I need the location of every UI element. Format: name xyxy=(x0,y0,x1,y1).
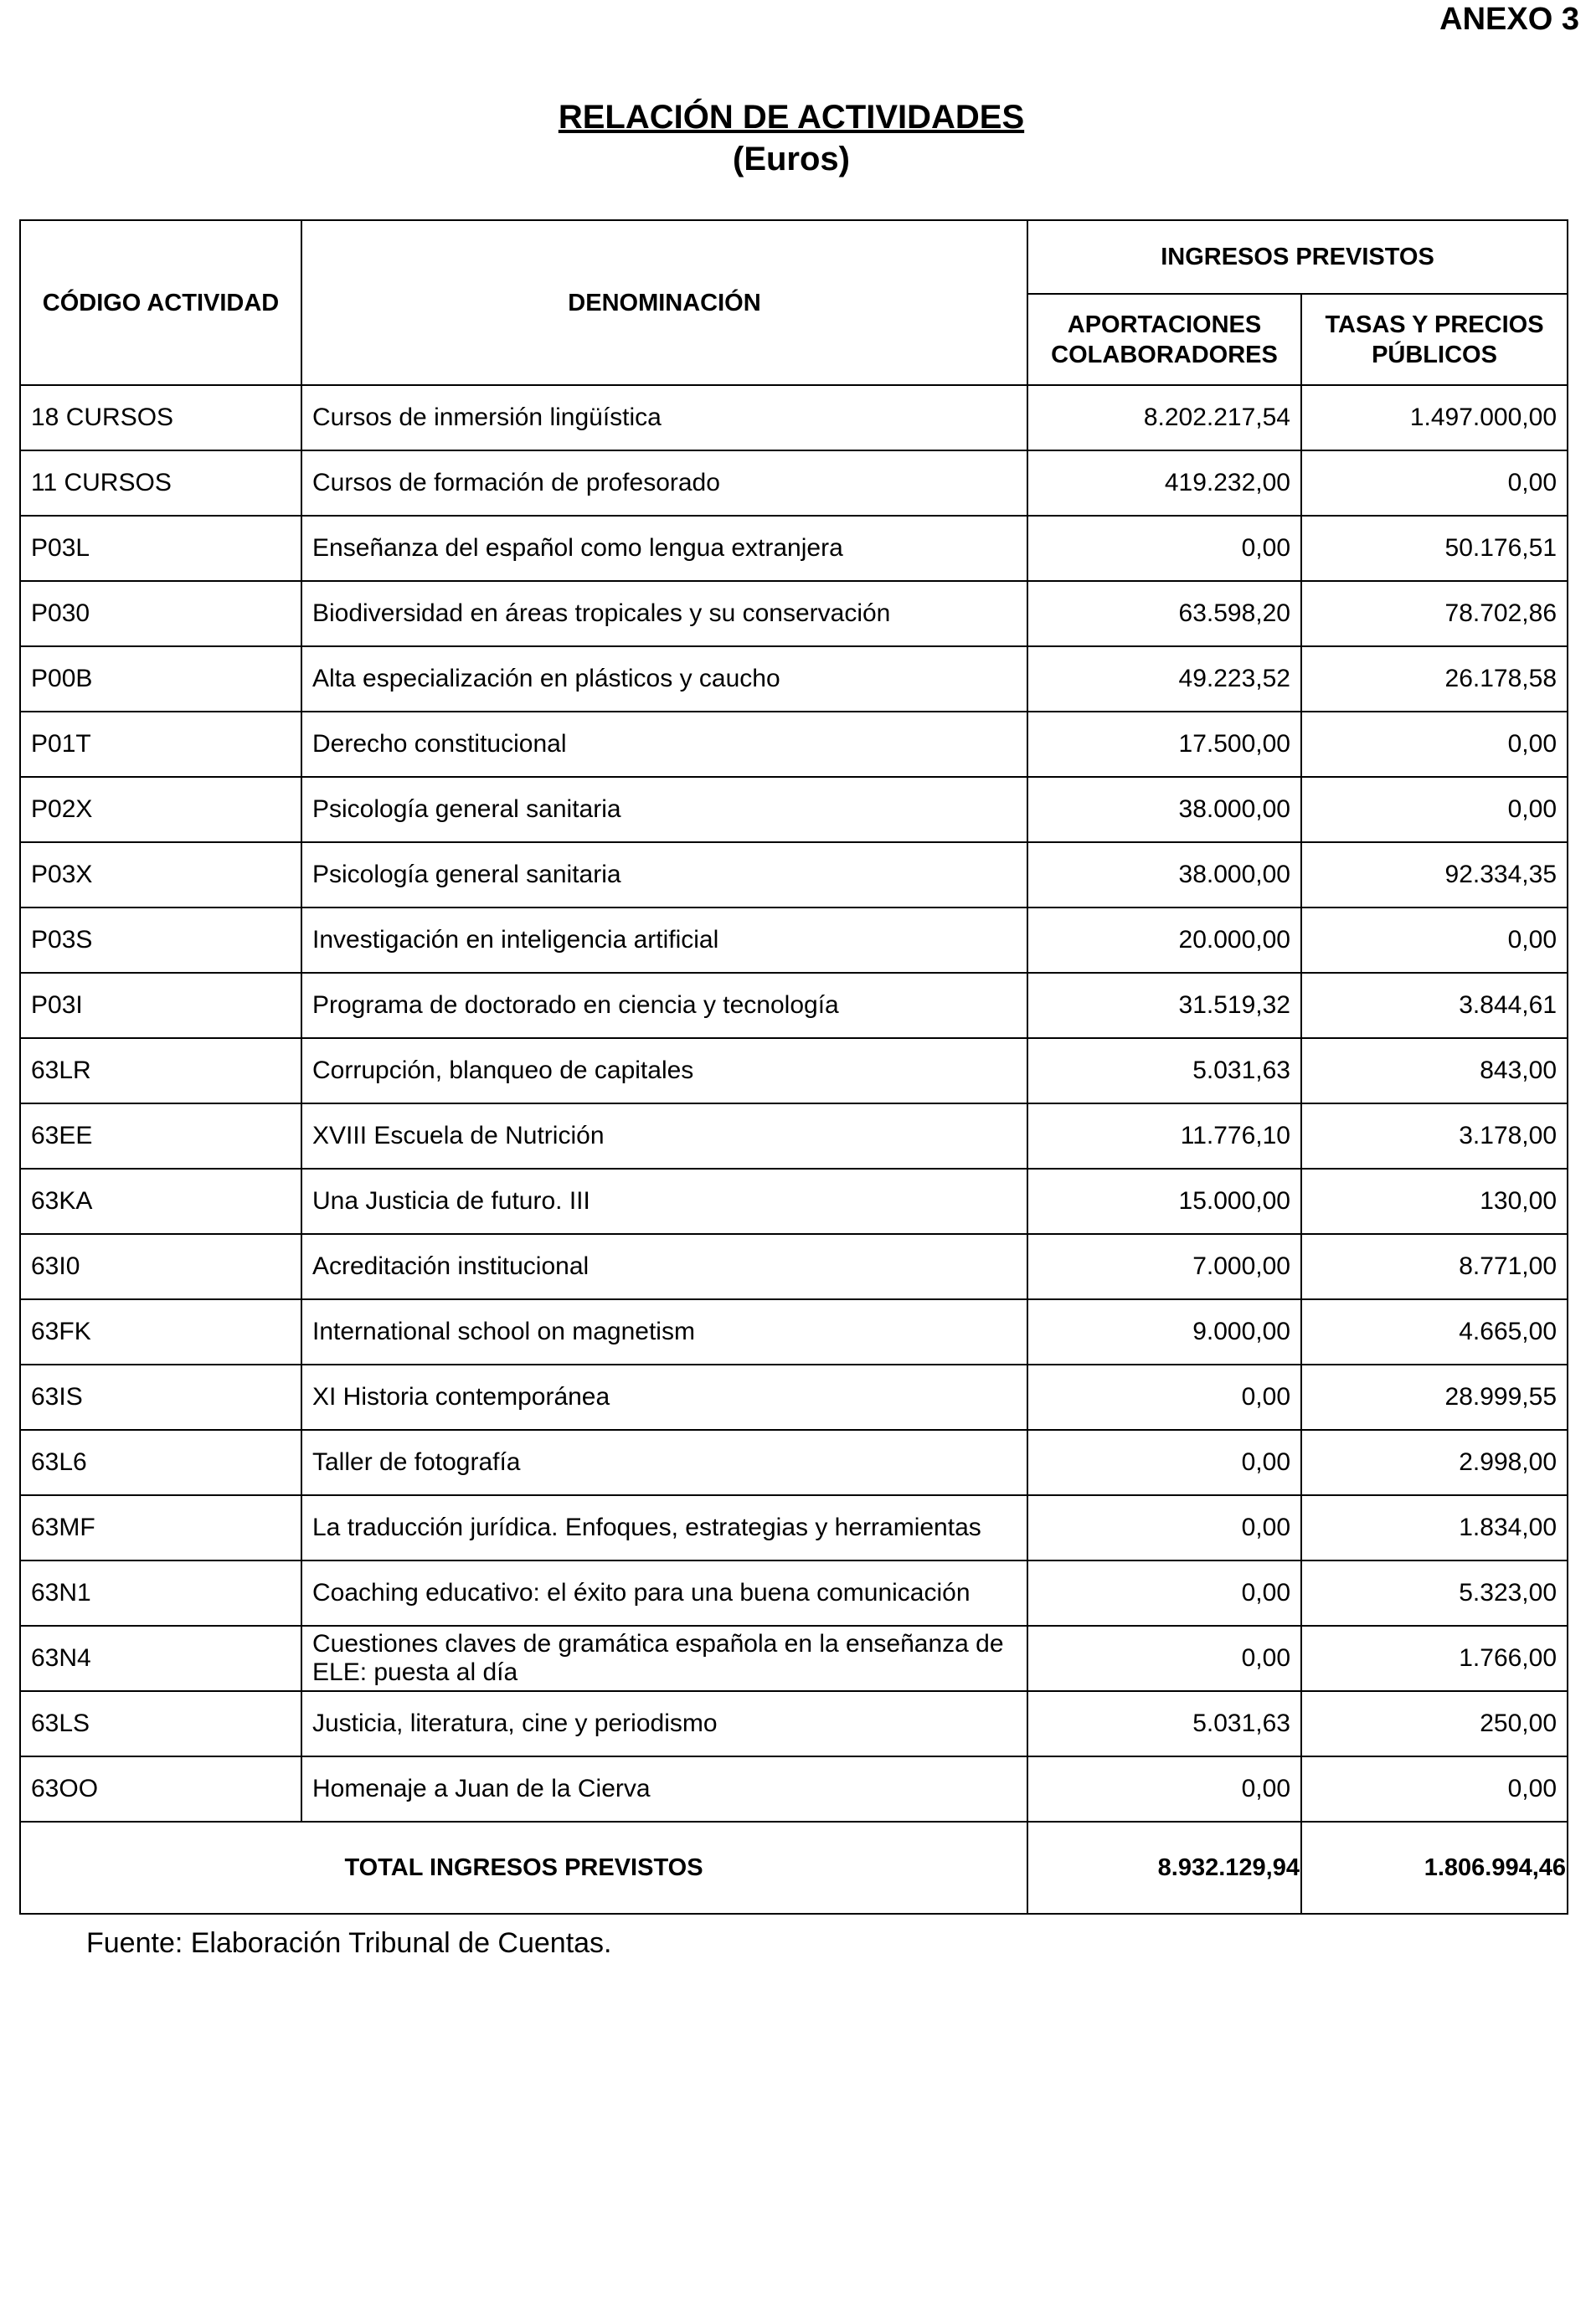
activity-code: 63LR xyxy=(20,1038,301,1103)
total-contributions: 8.932.129,94 xyxy=(1027,1822,1301,1914)
fees-value: 26.178,58 xyxy=(1301,646,1568,712)
activity-code: P03L xyxy=(20,516,301,581)
table-row xyxy=(20,385,1568,450)
activity-code: 63IS xyxy=(20,1365,301,1430)
activity-code: P02X xyxy=(20,777,301,842)
fees-value: 2.998,00 xyxy=(1301,1430,1568,1495)
activity-code: 63N1 xyxy=(20,1560,301,1626)
contributions-value: 11.776,10 xyxy=(1027,1103,1301,1169)
activity-name: Corrupción, blanqueo de capitales xyxy=(301,1038,1027,1103)
activity-code: 63I0 xyxy=(20,1234,301,1299)
activity-name: Psicología general sanitaria xyxy=(301,842,1027,907)
activity-name: Psicología general sanitaria xyxy=(301,777,1027,842)
table-row xyxy=(20,1430,1568,1495)
header-contributions xyxy=(1027,294,1301,385)
activity-code: P03X xyxy=(20,842,301,907)
fees-value: 50.176,51 xyxy=(1301,516,1568,581)
fees-value: 0,00 xyxy=(1301,1756,1568,1822)
activity-code: P01T xyxy=(20,712,301,777)
header-fees-line2: PÚBLICOS xyxy=(1372,341,1497,368)
table-row xyxy=(20,973,1568,1038)
header-income-group: INGRESOS PREVISTOS xyxy=(1027,220,1568,294)
table-body xyxy=(20,385,1568,1822)
fees-value: 78.702,86 xyxy=(1301,581,1568,646)
contributions-value: 0,00 xyxy=(1027,1430,1301,1495)
contributions-value: 419.232,00 xyxy=(1027,450,1301,516)
contributions-value: 17.500,00 xyxy=(1027,712,1301,777)
table-row xyxy=(20,1365,1568,1430)
contributions-value: 63.598,20 xyxy=(1027,581,1301,646)
fees-value: 92.334,35 xyxy=(1301,842,1568,907)
activity-code: 63LS xyxy=(20,1691,301,1756)
table-row xyxy=(20,1103,1568,1169)
table-row xyxy=(20,581,1568,646)
activity-code: P03S xyxy=(20,907,301,973)
fees-value: 1.834,00 xyxy=(1301,1495,1568,1560)
contributions-value: 38.000,00 xyxy=(1027,777,1301,842)
contributions-value: 5.031,63 xyxy=(1027,1691,1301,1756)
page-title: RELACIÓN DE ACTIVIDADES xyxy=(558,99,1025,136)
fees-value: 0,00 xyxy=(1301,777,1568,842)
contributions-value: 0,00 xyxy=(1027,1495,1301,1560)
fees-value: 250,00 xyxy=(1301,1691,1568,1756)
activity-code: 63MF xyxy=(20,1495,301,1560)
table-row xyxy=(20,1495,1568,1560)
contributions-value: 31.519,32 xyxy=(1027,973,1301,1038)
activity-name: Cursos de formación de profesorado xyxy=(301,450,1027,516)
contributions-value: 5.031,63 xyxy=(1027,1038,1301,1103)
activity-code: 63N4 xyxy=(20,1626,301,1691)
activity-code: 11 CURSOS xyxy=(20,450,301,516)
table-row xyxy=(20,1169,1568,1234)
activity-name: Coaching educativo: el éxito para una buena comunicación xyxy=(301,1560,1027,1626)
header-contributions-line1: APORTACIONES xyxy=(1067,311,1262,338)
total-row xyxy=(20,1822,1568,1914)
contributions-value: 0,00 xyxy=(1027,1560,1301,1626)
page-subtitle: (Euros) xyxy=(733,141,850,177)
table-row xyxy=(20,450,1568,516)
activity-name: Cuestiones claves de gramática española en la enseñanza de ELE: puesta al día xyxy=(301,1626,1027,1691)
activity-name: Una Justicia de futuro. III xyxy=(301,1169,1027,1234)
activity-code: 63OO xyxy=(20,1756,301,1822)
activity-code: P03I xyxy=(20,973,301,1038)
activity-name: XI Historia contemporánea xyxy=(301,1365,1027,1430)
activity-name: La traducción jurídica. Enfoques, estrategias y herramientas xyxy=(301,1495,1027,1560)
fees-value: 28.999,55 xyxy=(1301,1365,1568,1430)
total-fees: 1.806.994,46 xyxy=(1301,1822,1568,1914)
activity-code: P00B xyxy=(20,646,301,712)
fees-value: 1.766,00 xyxy=(1301,1626,1568,1691)
table-row xyxy=(20,1234,1568,1299)
total-label: TOTAL INGRESOS PREVISTOS xyxy=(20,1822,1027,1914)
fees-value: 3.844,61 xyxy=(1301,973,1568,1038)
table-row xyxy=(20,1038,1568,1103)
activity-name: Homenaje a Juan de la Cierva xyxy=(301,1756,1027,1822)
activity-name: Programa de doctorado en ciencia y tecnología xyxy=(301,973,1027,1038)
fees-value: 3.178,00 xyxy=(1301,1103,1568,1169)
source-note: Fuente: Elaboración Tribunal de Cuentas. xyxy=(86,1927,612,1959)
contributions-value: 49.223,52 xyxy=(1027,646,1301,712)
fees-value: 1.497.000,00 xyxy=(1301,385,1568,450)
header-contributions-line2: COLABORADORES xyxy=(1051,341,1278,368)
annex-label: ANEXO 3 xyxy=(1439,2,1579,37)
activity-name: Enseñanza del español como lengua extranjera xyxy=(301,516,1027,581)
activities-table xyxy=(19,219,1568,1915)
activity-code: 63KA xyxy=(20,1169,301,1234)
table-row xyxy=(20,1560,1568,1626)
contributions-value: 38.000,00 xyxy=(1027,842,1301,907)
activity-name: Acreditación institucional xyxy=(301,1234,1027,1299)
fees-value: 0,00 xyxy=(1301,450,1568,516)
table-row xyxy=(20,1691,1568,1756)
table-row xyxy=(20,1626,1568,1691)
activity-name: XVIII Escuela de Nutrición xyxy=(301,1103,1027,1169)
activity-name: International school on magnetism xyxy=(301,1299,1027,1365)
table-row xyxy=(20,646,1568,712)
contributions-value: 0,00 xyxy=(1027,1756,1301,1822)
contributions-value: 0,00 xyxy=(1027,1626,1301,1691)
header-code: CÓDIGO ACTIVIDAD xyxy=(20,220,301,385)
fees-value: 8.771,00 xyxy=(1301,1234,1568,1299)
fees-value: 130,00 xyxy=(1301,1169,1568,1234)
activity-name: Derecho constitucional xyxy=(301,712,1027,777)
activity-name: Taller de fotografía xyxy=(301,1430,1027,1495)
activity-code: 18 CURSOS xyxy=(20,385,301,450)
activity-name: Alta especialización en plásticos y caucho xyxy=(301,646,1027,712)
activity-name: Cursos de inmersión lingüística xyxy=(301,385,1027,450)
table-row xyxy=(20,1299,1568,1365)
header-fees xyxy=(1301,294,1568,385)
table-row xyxy=(20,842,1568,907)
contributions-value: 8.202.217,54 xyxy=(1027,385,1301,450)
header-fees-line1: TASAS Y PRECIOS xyxy=(1325,311,1544,338)
activity-code: 63FK xyxy=(20,1299,301,1365)
contributions-value: 0,00 xyxy=(1027,1365,1301,1430)
fees-value: 843,00 xyxy=(1301,1038,1568,1103)
table-row xyxy=(20,712,1568,777)
fees-value: 5.323,00 xyxy=(1301,1560,1568,1626)
contributions-value: 0,00 xyxy=(1027,516,1301,581)
contributions-value: 20.000,00 xyxy=(1027,907,1301,973)
table-row xyxy=(20,907,1568,973)
table-row xyxy=(20,1756,1568,1822)
activity-name: Investigación en inteligencia artificial xyxy=(301,907,1027,973)
activity-code: P030 xyxy=(20,581,301,646)
activity-name: Justicia, literatura, cine y periodismo xyxy=(301,1691,1027,1756)
fees-value: 0,00 xyxy=(1301,712,1568,777)
activity-code: 63L6 xyxy=(20,1430,301,1495)
header-name: DENOMINACIÓN xyxy=(301,220,1027,385)
contributions-value: 7.000,00 xyxy=(1027,1234,1301,1299)
activity-name: Biodiversidad en áreas tropicales y su conservación xyxy=(301,581,1027,646)
contributions-value: 15.000,00 xyxy=(1027,1169,1301,1234)
fees-value: 4.665,00 xyxy=(1301,1299,1568,1365)
fees-value: 0,00 xyxy=(1301,907,1568,973)
table-row xyxy=(20,777,1568,842)
activity-code: 63EE xyxy=(20,1103,301,1169)
contributions-value: 9.000,00 xyxy=(1027,1299,1301,1365)
table-row xyxy=(20,516,1568,581)
